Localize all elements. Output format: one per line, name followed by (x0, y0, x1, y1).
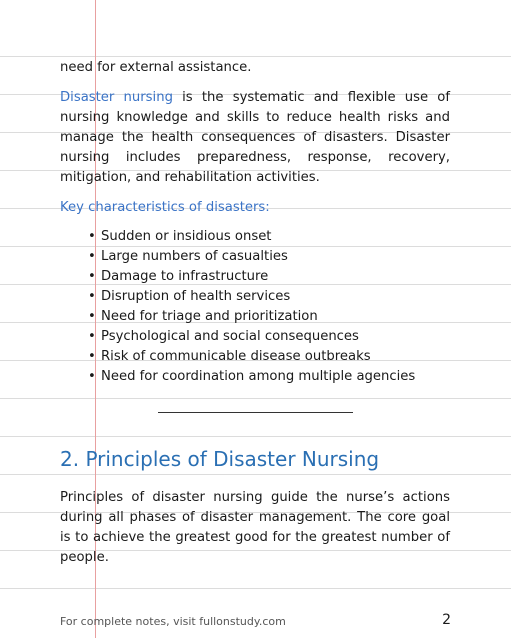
page-content (60, 58, 450, 568)
section-divider (158, 412, 353, 413)
ruled-line (0, 588, 511, 589)
list-item-text: Need for triage and prioritization (101, 309, 318, 324)
definition-text: is the systematic and flexible use of nursing knowledge and skills to reduce health risks and manage the health consequences of disasters. Disaster nursing includes preparedness, response, recovery, mitigation, and rehabilitation activities. (60, 90, 450, 185)
bullet-icon: • (88, 269, 96, 284)
list-item-text: Sudden or insidious onset (101, 229, 272, 244)
ruled-line (0, 56, 511, 57)
list-item-text: Need for coordination among multiple agencies (101, 369, 416, 384)
list-item (88, 247, 450, 267)
definition-paragraph (60, 88, 450, 188)
list-item (88, 367, 450, 387)
list-item-text: Risk of communicable disease outbreaks (101, 349, 371, 364)
intro-tail-paragraph: need for external assistance. (60, 60, 252, 75)
list-item (88, 267, 450, 287)
definition-term: Disaster nursing (60, 90, 173, 105)
section-heading: 2. Principles of Disaster Nursing (60, 447, 380, 471)
principles-paragraph: Principles of disaster nursing guide the nurse’s actions during all phases of disaster management. The core goal is to achieve the greatest good for the greatest number of people. (60, 490, 450, 565)
list-item (88, 287, 450, 307)
bullet-icon: • (88, 309, 96, 324)
list-item (88, 327, 450, 347)
bullet-icon: • (88, 249, 96, 264)
bullet-icon: • (88, 369, 96, 384)
list-item (88, 227, 450, 247)
bullet-icon: • (88, 229, 96, 244)
bullet-icon: • (88, 289, 96, 304)
list-item-text: Disruption of health services (101, 289, 291, 304)
list-item-text: Large numbers of casualties (101, 249, 288, 264)
characteristics-heading: Key characteristics of disasters: (60, 200, 270, 215)
page-number: 2 (442, 612, 451, 628)
list-item-text: Damage to infrastructure (101, 269, 269, 284)
footer-note: For complete notes, visit fullonstudy.com (60, 615, 286, 628)
bullet-icon: • (88, 349, 96, 364)
list-item (88, 307, 450, 327)
bullet-icon: • (88, 329, 96, 344)
characteristics-list (60, 227, 450, 387)
list-item (88, 347, 450, 367)
list-item-text: Psychological and social consequences (101, 329, 359, 344)
